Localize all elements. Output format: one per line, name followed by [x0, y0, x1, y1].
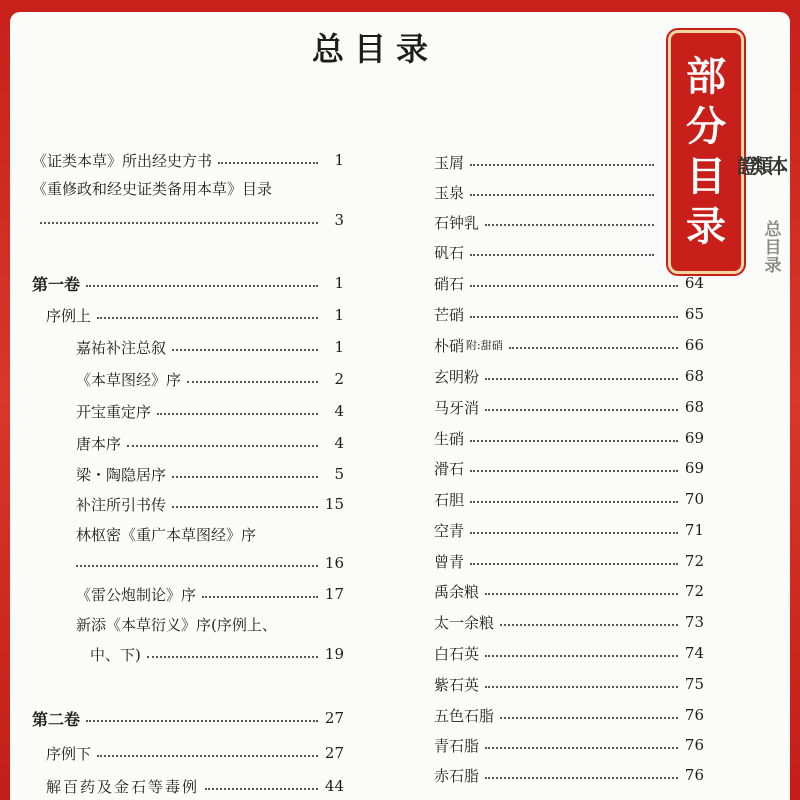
toc-entry-page: 69 [684, 459, 704, 477]
dot-leader [485, 777, 678, 779]
toc-entry [434, 577, 704, 605]
dot-leader [205, 788, 318, 790]
toc-entry [434, 331, 704, 359]
dot-leader [40, 222, 318, 224]
toc-entry-label: 硝石 [434, 274, 465, 293]
toc-entry-page: 1 [334, 274, 344, 292]
dot-leader [172, 349, 318, 351]
dot-leader [218, 162, 318, 164]
toc-entry [434, 269, 704, 297]
section-badge [668, 30, 744, 274]
toc-entry-label: 序例上 [46, 306, 92, 325]
toc-entry [76, 490, 344, 518]
dot-leader [172, 506, 318, 508]
toc-entry-label: 嘉祐补注总叙 [76, 338, 167, 357]
toc-entry-page: 27 [324, 709, 344, 727]
toc-entry [434, 208, 680, 236]
toc-entry-page: 27 [324, 744, 344, 762]
toc-entry [434, 424, 704, 452]
toc-entry [434, 516, 704, 544]
toc-entry-label: 玉泉 [434, 183, 465, 202]
toc-entry [76, 429, 344, 457]
dot-leader [509, 347, 678, 349]
toc-entry-page: 5 [334, 465, 344, 483]
toc-entry [76, 365, 344, 393]
dot-leader [485, 655, 678, 657]
toc-entry-page: 4 [334, 402, 344, 420]
badge-char: 部 [686, 53, 726, 100]
dot-leader [470, 164, 654, 166]
toc-entry [434, 454, 704, 482]
toc-entry-label: 补注所引书传 [76, 495, 167, 514]
dot-leader [470, 194, 654, 196]
toc-entry-label: 《证类本草》所出经史方书 [32, 151, 213, 170]
dot-leader [86, 720, 318, 722]
toc-entry-page: 3 [334, 211, 344, 229]
toc-entry-page: 19 [324, 645, 344, 663]
side-title-char: 目 [764, 237, 782, 258]
toc-entry-page: 72 [684, 552, 704, 570]
toc-entry-page: 17 [324, 585, 344, 603]
toc-entry-page: 70 [684, 490, 704, 508]
dot-leader [485, 409, 678, 411]
toc-entry-page: 4 [334, 434, 344, 452]
toc-entry [434, 393, 704, 421]
toc-entry-label: 五色石脂 [434, 706, 495, 725]
toc-entry [434, 761, 704, 789]
toc-entry [434, 670, 704, 698]
toc-entry [434, 362, 704, 390]
toc-volume-label: 第一卷 [32, 274, 81, 294]
dot-leader [97, 755, 318, 757]
toc-entry [434, 547, 704, 575]
dot-leader [147, 656, 318, 658]
toc-entry-page: 1 [334, 338, 344, 356]
toc-entry-label: 玄明粉 [434, 367, 480, 386]
dot-leader [470, 563, 678, 565]
toc-entry-label: 紫石英 [434, 675, 480, 694]
toc-entry [46, 739, 344, 767]
dot-leader [470, 254, 654, 256]
dot-leader [470, 440, 678, 442]
toc-entry-label: 赤石脂 [434, 766, 480, 785]
dot-leader [500, 717, 678, 719]
toc-entry-label: 石胆 [434, 490, 465, 509]
toc-entry [40, 206, 344, 234]
toc-entry-label: 太一余粮 [434, 613, 495, 632]
dot-leader [500, 624, 678, 626]
dot-leader [485, 378, 678, 380]
toc-entry-label: 《本草图经》序 [76, 370, 182, 389]
toc-entry [76, 460, 344, 488]
toc-entry-label: 白石英 [434, 644, 480, 663]
toc-entry [76, 580, 344, 608]
toc-entry-label: 梁・陶隐居序 [76, 465, 167, 484]
dot-leader [485, 686, 678, 688]
toc-entry [76, 520, 344, 548]
toc-entry-page: 66 [684, 336, 704, 354]
toc-entry-label: 唐本序 [76, 434, 122, 453]
toc-entry-label: 滑石 [434, 459, 465, 478]
dot-leader [76, 565, 318, 567]
toc-entry [76, 610, 344, 638]
toc-entry-label: 芒硝 [434, 305, 465, 324]
side-title-char: 录 [764, 255, 782, 276]
side-title [758, 222, 788, 276]
dot-leader [485, 747, 678, 749]
dot-leader [172, 476, 318, 478]
badge-char: 分 [686, 103, 726, 150]
page-title: 总目录 [311, 30, 438, 68]
badge-char: 录 [686, 203, 726, 250]
toc-entry [32, 269, 344, 297]
toc-entry-label: 曾青 [434, 552, 465, 571]
dot-leader [470, 285, 678, 287]
toc-entry-page: 64 [684, 274, 704, 292]
toc-entry-note: 附:甜硝 [466, 339, 503, 352]
toc-entry-label: 青石脂 [434, 736, 480, 755]
toc-entry [32, 146, 344, 174]
toc-entry [76, 397, 344, 425]
toc-entry-label: 开宝重定序 [76, 402, 152, 421]
toc-entry [434, 300, 704, 328]
toc-entry-page: 76 [684, 766, 704, 784]
toc-entry-label: 序例下 [46, 744, 92, 763]
side-title-char: 总 [764, 220, 782, 240]
toc-entry-page: 71 [684, 521, 704, 539]
toc-entry-page: 2 [334, 370, 344, 388]
toc-entry-label: 生硝 [434, 429, 465, 448]
seal-stamp: 證類本 [737, 154, 785, 178]
toc-entry-page: 73 [684, 613, 704, 631]
toc-entry [434, 731, 704, 759]
toc-entry-page: 76 [684, 736, 704, 754]
toc-entry [434, 608, 704, 636]
dot-leader [127, 445, 318, 447]
toc-entry-label: 《雷公炮制论》序 [76, 585, 197, 604]
toc-entry-page: 1 [334, 151, 344, 169]
toc-entry [76, 333, 344, 361]
dot-leader [470, 470, 678, 472]
toc-entry-page: 76 [684, 706, 704, 724]
dot-leader [187, 381, 318, 383]
toc-entry-page: 68 [684, 398, 704, 416]
dot-leader [485, 224, 654, 226]
dot-leader [470, 532, 678, 534]
toc-entry-label: 禹余粮 [434, 582, 480, 601]
toc-entry [76, 549, 344, 577]
dot-leader [485, 593, 678, 595]
toc-entry-page: 15 [324, 495, 344, 513]
toc-entry [434, 178, 680, 206]
toc-entry-page: 69 [684, 429, 704, 447]
dot-leader [97, 317, 318, 319]
toc-entry [90, 640, 344, 668]
dot-leader [86, 285, 318, 287]
toc-entry-page: 1 [334, 306, 344, 324]
dot-leader [470, 501, 678, 503]
dot-leader [470, 316, 678, 318]
badge-char: 目 [686, 153, 726, 200]
toc-volume-label: 第二卷 [32, 709, 81, 729]
dot-leader [157, 413, 318, 415]
toc-entry-page: 75 [684, 675, 704, 693]
dot-leader [202, 596, 318, 598]
toc-entry-label: 解百药及金石等毒例 [46, 777, 200, 796]
toc-entry [46, 772, 344, 800]
toc-entry-label: 新添《本草衍义》序(序例上、 [76, 615, 277, 634]
toc-entry-page: 72 [684, 582, 704, 600]
toc-entry-label: 石钟乳 [434, 213, 480, 232]
toc-entry-label: 朴硝 [434, 336, 465, 355]
toc-entry [434, 701, 704, 729]
toc-entry-page: 16 [324, 554, 344, 572]
toc-entry-label: 矾石 [434, 243, 465, 262]
toc-entry [32, 174, 344, 202]
toc-entry-label: 林枢密《重广本草图经》序 [76, 525, 257, 544]
toc-entry-label: 空青 [434, 521, 465, 540]
toc-entry [32, 704, 344, 732]
toc-entry-label: 玉屑 [434, 153, 465, 172]
toc-entry-page: 65 [684, 305, 704, 323]
toc-entry [434, 485, 704, 513]
toc-entry-label: 中、下) [90, 645, 141, 664]
toc-entry-page: 44 [324, 777, 344, 795]
toc-entry-page: 74 [684, 644, 704, 662]
toc-entry [434, 238, 680, 266]
toc-entry-label: 马牙消 [434, 398, 480, 417]
toc-entry-page: 68 [684, 367, 704, 385]
toc-entry-label: 《重修政和经史证类备用本草》目录 [32, 179, 273, 198]
toc-entry [46, 301, 344, 329]
toc-entry [434, 148, 680, 176]
toc-entry [434, 639, 704, 667]
